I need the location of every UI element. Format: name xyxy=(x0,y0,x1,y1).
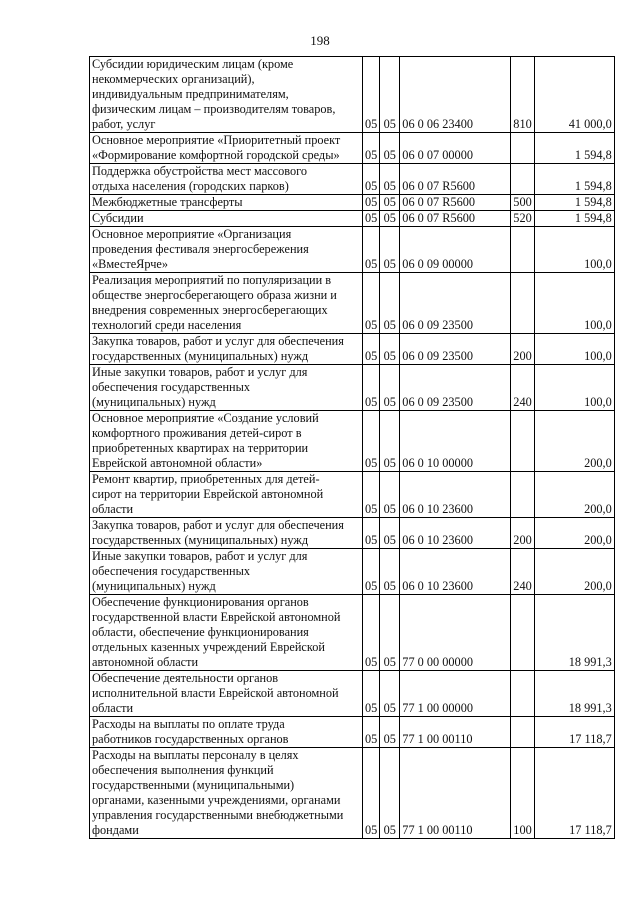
row-name-cell: Расходы на выплаты персоналу в целях обеспечения выполнения функций государственными (муниципальными) органами, казенными учреждениями, органами управления государственными внебюджетными фондами xyxy=(90,748,363,839)
row-target-article-cell: 06 0 10 23600 xyxy=(400,518,511,549)
row-amount-cell: 200,0 xyxy=(534,549,614,595)
row-target-article-cell: 06 0 09 23500 xyxy=(400,334,511,365)
row-amount-cell: 18 991,3 xyxy=(534,671,614,717)
table-row xyxy=(90,671,615,717)
row-expense-type-cell: 240 xyxy=(511,549,534,595)
row-name-cell: Ремонт квартир, приобретенных для детей- сирот на территории Еврейской автономной области xyxy=(90,472,363,518)
table-row xyxy=(90,717,615,748)
row-target-article-cell: 06 0 09 23500 xyxy=(400,273,511,334)
row-subsection-code-cell: 05 xyxy=(380,717,400,748)
row-amount-cell: 1 594,8 xyxy=(534,211,614,227)
row-expense-type-cell: 810 xyxy=(511,57,534,133)
row-subsection-code-cell: 05 xyxy=(380,518,400,549)
row-section-code-cell: 05 xyxy=(363,472,380,518)
row-expense-type-cell xyxy=(511,595,534,671)
row-name-cell: Субсидии юридическим лицам (кроме некоммерческих организаций), индивидуальным предпринимателям, физическим лицам – производителям товаров, работ, услуг xyxy=(90,57,363,133)
row-subsection-code-cell: 05 xyxy=(380,411,400,472)
row-expense-type-cell xyxy=(511,717,534,748)
row-expense-type-cell: 200 xyxy=(511,334,534,365)
row-amount-cell: 200,0 xyxy=(534,472,614,518)
row-target-article-cell: 77 0 00 00000 xyxy=(400,595,511,671)
row-target-article-cell: 06 0 07 R5600 xyxy=(400,164,511,195)
row-amount-cell: 18 991,3 xyxy=(534,595,614,671)
row-subsection-code-cell: 05 xyxy=(380,211,400,227)
row-section-code-cell: 05 xyxy=(363,57,380,133)
row-subsection-code-cell: 05 xyxy=(380,334,400,365)
row-name-cell: Основное мероприятие «Организация проведения фестиваля энергосбережения «ВместеЯрче» xyxy=(90,227,363,273)
row-section-code-cell: 05 xyxy=(363,211,380,227)
row-name-cell: Обеспечение деятельности органов исполнительной власти Еврейской автономной области xyxy=(90,671,363,717)
row-name-cell: Основное мероприятие «Приоритетный проект «Формирование комфортной городской среды» xyxy=(90,133,363,164)
row-expense-type-cell xyxy=(511,472,534,518)
table-row xyxy=(90,549,615,595)
row-amount-cell: 17 118,7 xyxy=(534,748,614,839)
table-row xyxy=(90,411,615,472)
row-section-code-cell: 05 xyxy=(363,748,380,839)
row-amount-cell: 41 000,0 xyxy=(534,57,614,133)
table-row xyxy=(90,518,615,549)
row-section-code-cell: 05 xyxy=(363,518,380,549)
row-expense-type-cell xyxy=(511,273,534,334)
row-section-code-cell: 05 xyxy=(363,671,380,717)
row-expense-type-cell xyxy=(511,411,534,472)
row-name-cell: Субсидии xyxy=(90,211,363,227)
row-name-cell: Реализация мероприятий по популяризации в обществе энергосберегающего образа жизни и внедрения современных энергосберегающих технологий среди населения xyxy=(90,273,363,334)
row-section-code-cell: 05 xyxy=(363,164,380,195)
row-subsection-code-cell: 05 xyxy=(380,595,400,671)
row-name-cell: Межбюджетные трансферты xyxy=(90,195,363,211)
row-expense-type-cell: 500 xyxy=(511,195,534,211)
table-row xyxy=(90,164,615,195)
row-amount-cell: 17 118,7 xyxy=(534,717,614,748)
row-subsection-code-cell: 05 xyxy=(380,57,400,133)
row-target-article-cell: 06 0 07 00000 xyxy=(400,133,511,164)
row-subsection-code-cell: 05 xyxy=(380,227,400,273)
row-amount-cell: 100,0 xyxy=(534,365,614,411)
row-target-article-cell: 06 0 07 R5600 xyxy=(400,195,511,211)
row-target-article-cell: 77 1 00 00110 xyxy=(400,717,511,748)
row-section-code-cell: 05 xyxy=(363,133,380,164)
row-expense-type-cell: 100 xyxy=(511,748,534,839)
row-section-code-cell: 05 xyxy=(363,595,380,671)
row-subsection-code-cell: 05 xyxy=(380,273,400,334)
row-name-cell: Закупка товаров, работ и услуг для обеспечения государственных (муниципальных) нужд xyxy=(90,518,363,549)
table-row xyxy=(90,57,615,133)
row-target-article-cell: 06 0 09 23500 xyxy=(400,365,511,411)
row-target-article-cell: 06 0 06 23400 xyxy=(400,57,511,133)
row-target-article-cell: 06 0 10 23600 xyxy=(400,472,511,518)
row-target-article-cell: 77 1 00 00110 xyxy=(400,748,511,839)
table-row xyxy=(90,334,615,365)
row-subsection-code-cell: 05 xyxy=(380,549,400,595)
row-expense-type-cell: 240 xyxy=(511,365,534,411)
page-number: 198 xyxy=(310,33,330,48)
row-amount-cell: 100,0 xyxy=(534,273,614,334)
row-amount-cell: 1 594,8 xyxy=(534,164,614,195)
table-row xyxy=(90,365,615,411)
row-target-article-cell: 77 1 00 00000 xyxy=(400,671,511,717)
table-row xyxy=(90,211,615,227)
row-expense-type-cell: 200 xyxy=(511,518,534,549)
row-expense-type-cell xyxy=(511,133,534,164)
row-section-code-cell: 05 xyxy=(363,273,380,334)
row-subsection-code-cell: 05 xyxy=(380,671,400,717)
row-section-code-cell: 05 xyxy=(363,334,380,365)
row-subsection-code-cell: 05 xyxy=(380,365,400,411)
row-amount-cell: 200,0 xyxy=(534,411,614,472)
row-section-code-cell: 05 xyxy=(363,195,380,211)
row-name-cell: Основное мероприятие «Создание условий комфортного проживания детей-сирот в приобретенных квартирах на территории Еврейской автономной области» xyxy=(90,411,363,472)
row-section-code-cell: 05 xyxy=(363,717,380,748)
row-name-cell: Обеспечение функционирования органов государственной власти Еврейской автономной области, обеспечение функционирования отдельных казенных учреждений Еврейской автономной области xyxy=(90,595,363,671)
row-amount-cell: 100,0 xyxy=(534,334,614,365)
row-name-cell: Иные закупки товаров, работ и услуг для обеспечения государственных (муниципальных) нужд xyxy=(90,365,363,411)
row-expense-type-cell xyxy=(511,164,534,195)
row-subsection-code-cell: 05 xyxy=(380,472,400,518)
row-name-cell: Иные закупки товаров, работ и услуг для обеспечения государственных (муниципальных) нужд xyxy=(90,549,363,595)
row-expense-type-cell: 520 xyxy=(511,211,534,227)
row-section-code-cell: 05 xyxy=(363,411,380,472)
table-row xyxy=(90,227,615,273)
row-name-cell: Расходы на выплаты по оплате труда работников государственных органов xyxy=(90,717,363,748)
row-target-article-cell: 06 0 10 23600 xyxy=(400,549,511,595)
row-subsection-code-cell: 05 xyxy=(380,748,400,839)
row-expense-type-cell xyxy=(511,671,534,717)
row-subsection-code-cell: 05 xyxy=(380,164,400,195)
row-name-cell: Поддержка обустройства мест массового отдыха населения (городских парков) xyxy=(90,164,363,195)
row-amount-cell: 100,0 xyxy=(534,227,614,273)
row-expense-type-cell xyxy=(511,227,534,273)
row-amount-cell: 1 594,8 xyxy=(534,133,614,164)
row-section-code-cell: 05 xyxy=(363,549,380,595)
table-row xyxy=(90,595,615,671)
row-subsection-code-cell: 05 xyxy=(380,133,400,164)
row-subsection-code-cell: 05 xyxy=(380,195,400,211)
row-amount-cell: 1 594,8 xyxy=(534,195,614,211)
row-section-code-cell: 05 xyxy=(363,227,380,273)
row-target-article-cell: 06 0 10 00000 xyxy=(400,411,511,472)
table-row xyxy=(90,195,615,211)
budget-table xyxy=(89,56,615,839)
table-row xyxy=(90,748,615,839)
row-name-cell: Закупка товаров, работ и услуг для обеспечения государственных (муниципальных) нужд xyxy=(90,334,363,365)
row-amount-cell: 200,0 xyxy=(534,518,614,549)
row-section-code-cell: 05 xyxy=(363,365,380,411)
table-row xyxy=(90,472,615,518)
table-row xyxy=(90,133,615,164)
row-target-article-cell: 06 0 09 00000 xyxy=(400,227,511,273)
row-target-article-cell: 06 0 07 R5600 xyxy=(400,211,511,227)
table-row xyxy=(90,273,615,334)
